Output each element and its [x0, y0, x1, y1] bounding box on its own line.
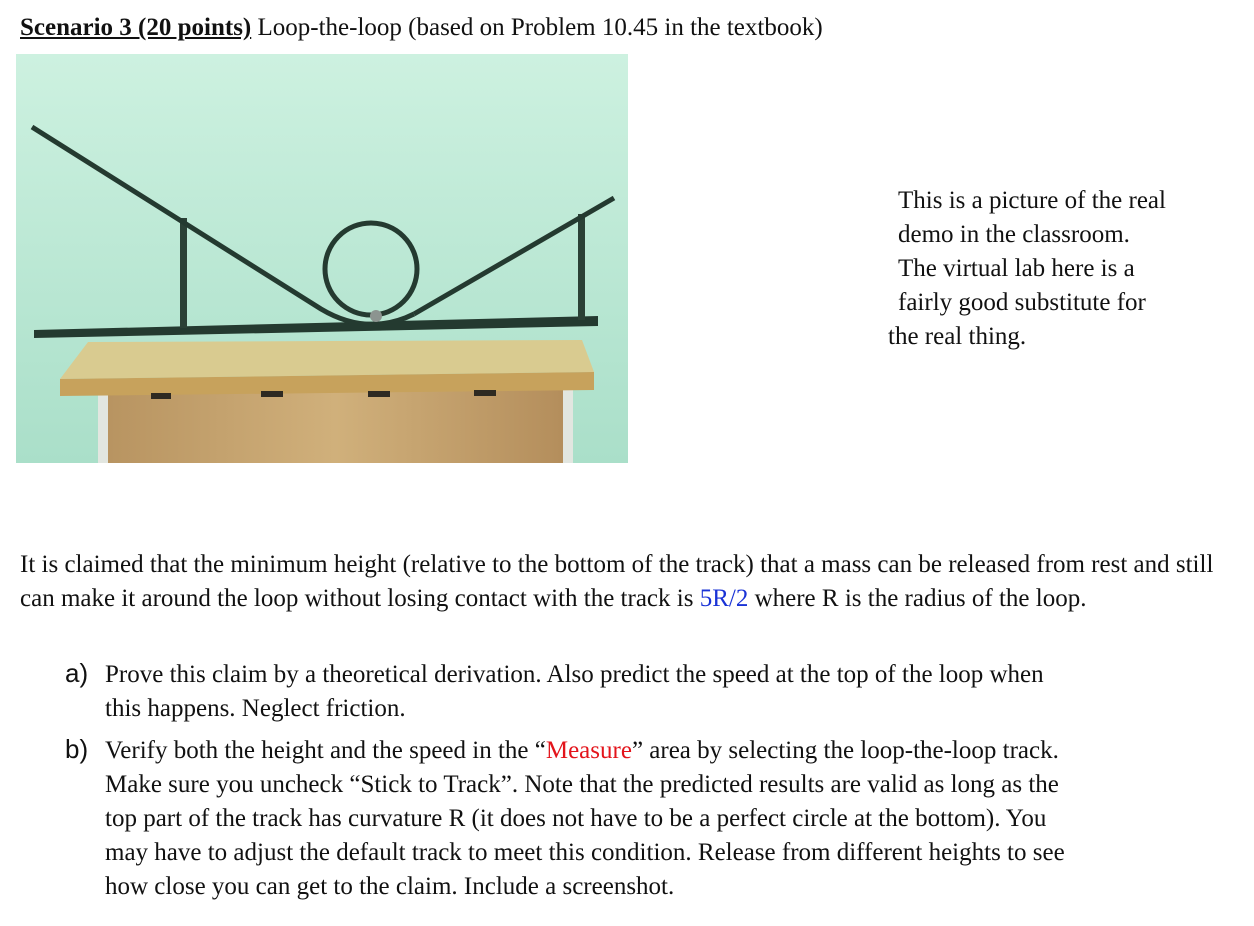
question-b	[65, 732, 1225, 904]
question-b-marker: b)	[65, 734, 89, 764]
caption-line: demo in the classroom.	[898, 221, 1130, 248]
claim-paragraph	[20, 548, 1235, 616]
scenario-title: Loop-the-loop (based on Problem 10.45 in the textbook)	[251, 14, 823, 41]
caption-line: The virtual lab here is a	[898, 255, 1135, 282]
table-front	[108, 390, 563, 463]
caption-line: fairly good substitute for	[898, 289, 1146, 316]
question-a-line: this happens. Neglect friction.	[105, 695, 406, 722]
steel-ball	[370, 310, 382, 322]
table-clip-3	[368, 391, 390, 397]
photo-caption	[880, 184, 1230, 354]
table-clip-1	[151, 393, 171, 399]
table-clip-2	[261, 391, 283, 397]
caption-line: the real thing.	[888, 323, 1027, 350]
question-b-line: how close you can get to the claim. Include a screenshot.	[105, 873, 675, 900]
question-a-marker: a)	[65, 658, 89, 688]
question-b-line: top part of the track has curvature R (it does not have to be a perfect circle at the bottom). You	[105, 805, 1047, 832]
question-b-line: Make sure you uncheck “Stick to Track”. Note that the predicted results are valid as long as the	[105, 771, 1059, 798]
table-leg-right	[563, 390, 573, 463]
question-b-text: Verify both the height and the speed in the “	[105, 737, 546, 764]
caption-line: This is a picture of the real	[898, 187, 1166, 214]
scenario-label: Scenario 3 (20 points)	[20, 14, 252, 41]
table-clip-4	[474, 390, 496, 396]
measure-highlight: Measure	[545, 737, 632, 764]
question-a-line: Prove this claim by a theoretical derivation. Also predict the speed at the top of the loop when	[105, 661, 1044, 688]
left-support	[180, 218, 187, 328]
claim-formula: 5R/2	[699, 585, 749, 612]
right-support	[578, 214, 585, 320]
loop-the-loop-photo	[16, 54, 628, 463]
claim-text-before: It is claimed that the minimum height (relative to the bottom of the track) that a mass can be released from rest and still can make it around the loop without losing contact with the track is	[20, 551, 1214, 612]
question-b-line: may have to adjust the default track to meet this condition. Release from different heights to see	[105, 839, 1065, 866]
question-b-text: ” area by selecting the loop-the-loop track.	[631, 737, 1059, 764]
question-a	[65, 656, 1225, 726]
claim-text-after: where R is the radius of the loop.	[748, 585, 1087, 612]
scenario-heading	[20, 12, 823, 44]
table-leg-left	[98, 390, 108, 463]
